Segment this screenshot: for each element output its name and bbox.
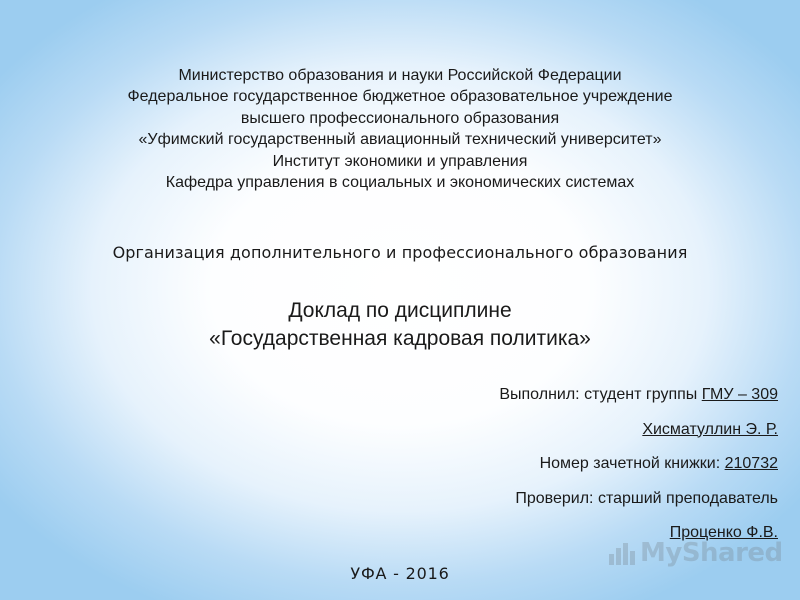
watermark-text: MyShared	[640, 538, 783, 568]
author-info-block	[499, 384, 778, 557]
student-name: Хисматуллин Э. Р.	[642, 420, 778, 438]
checker-name: Проценко Ф.В.	[669, 524, 778, 541]
header-line-university: «Уфимский государственный авиационный технический университет»	[138, 131, 662, 149]
header-line-department: Кафедра управления в социальных и экономических системах	[165, 174, 635, 192]
header-line-institute: Институт экономики и управления	[272, 152, 528, 170]
performer-line	[499, 384, 778, 419]
record-book-number: 210732	[724, 455, 778, 472]
watermark	[608, 538, 783, 568]
city-year: УФА - 2016	[350, 564, 450, 583]
header-line-ministry: Министерство образования и науки Российской Федерации	[178, 67, 622, 84]
report-title	[0, 297, 800, 353]
group-number: ГМУ – 309	[701, 386, 778, 403]
record-book-line	[499, 453, 778, 488]
record-book-label: Номер зачетной книжки:	[539, 455, 725, 472]
report-title-line2: «Государственная кадровая политика»	[209, 327, 591, 350]
performer-label: Выполнил: студент группы	[499, 386, 702, 403]
report-title-line1: Доклад по дисциплине	[288, 299, 512, 322]
header-line-institution-type: Федеральное государственное бюджетное образовательное учреждение	[127, 88, 673, 106]
bar-chart-icon	[608, 540, 636, 566]
checked-by-label: Проверил: старший преподаватель	[515, 489, 778, 507]
topic-subtitle: Организация дополнительного и профессионального образования	[112, 243, 688, 262]
header-line-education-level: высшего профессионального образования	[240, 109, 560, 127]
institution-header	[0, 65, 800, 193]
student-name-line	[499, 419, 778, 454]
checked-by-line	[499, 488, 778, 523]
